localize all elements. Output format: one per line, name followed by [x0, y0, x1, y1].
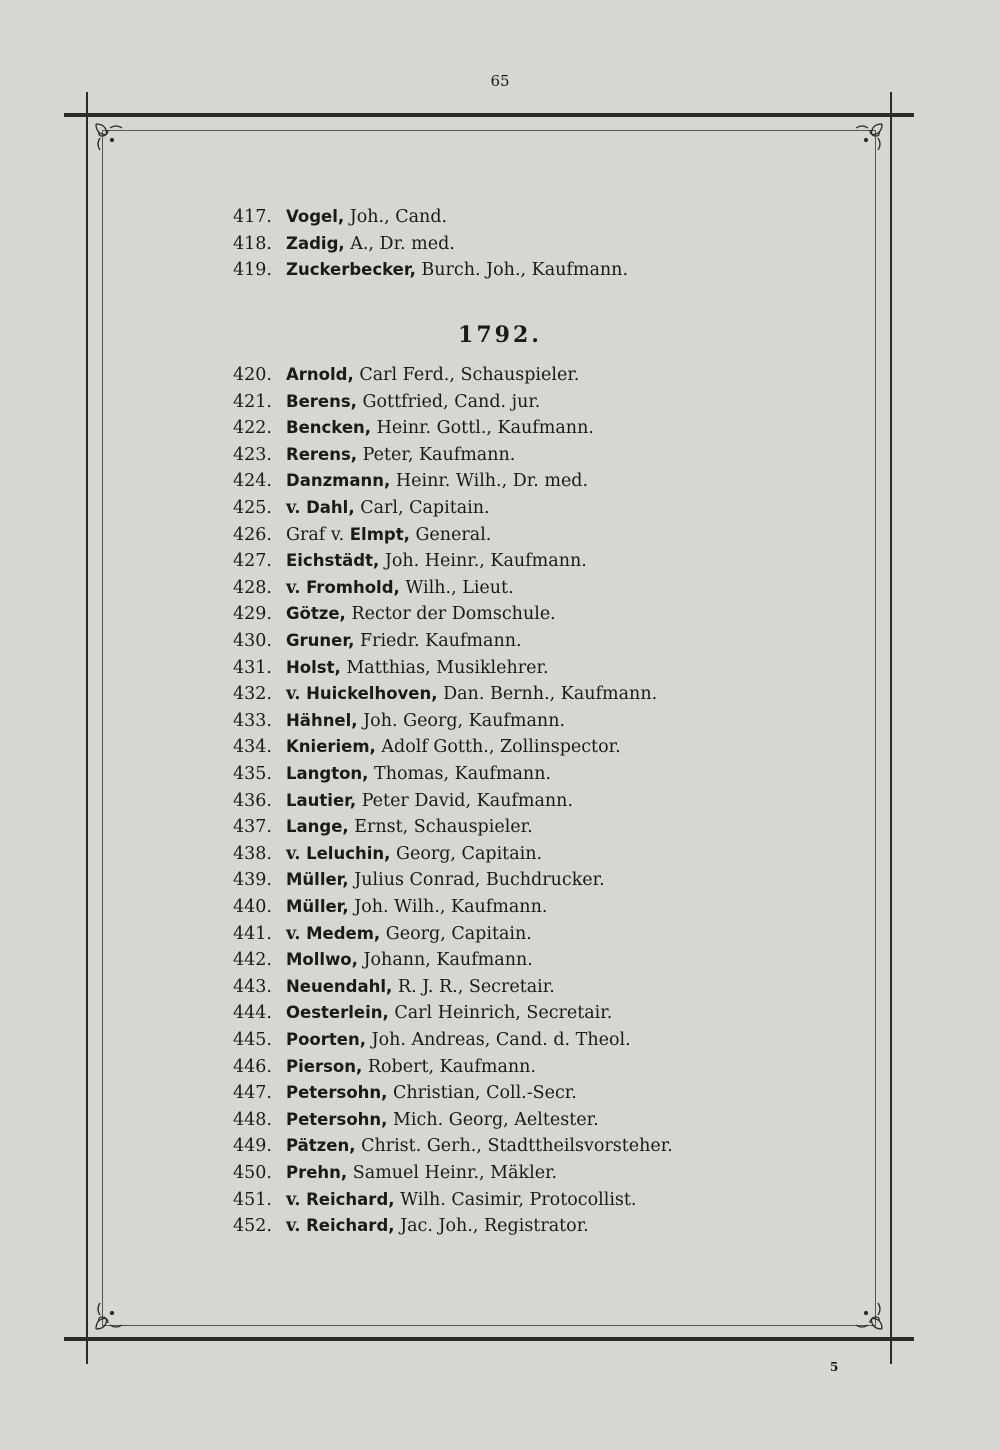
entry-details: Peter David, Kaufmann. [361, 790, 574, 811]
list-item [200, 1000, 612, 1026]
entry-name-prefix: v. [286, 1216, 301, 1237]
entry-number: 433. [233, 710, 272, 731]
entry-surname: Neuendahl, [286, 976, 393, 996]
entry-details: Jac. Joh., Registrator. [400, 1216, 589, 1237]
entry-number: 431. [233, 657, 272, 678]
entry-details: Heinr. Gottl., Kaufmann. [376, 418, 594, 439]
entry-details: Joh. Heinr., Kaufmann. [384, 551, 587, 572]
right-border-rule [890, 92, 892, 1364]
list-item [200, 548, 587, 574]
entry-details: Wilh., Lieut. [405, 577, 514, 598]
list-item [200, 1187, 637, 1213]
list-item [200, 974, 555, 1000]
entry-surname: Reichard, [306, 1189, 395, 1209]
entry-details: Friedr. Kaufmann. [359, 631, 522, 651]
entry-details: General. [415, 524, 492, 545]
entry-details: Wilh. Casimir, Protocollist. [400, 1189, 637, 1210]
list-item [200, 788, 573, 814]
entry-number: 444. [233, 1003, 272, 1024]
entry-number: 421. [233, 391, 272, 412]
entry-number: 441. [233, 923, 272, 944]
entry-details: Joh. Andreas, Cand. d. Theol. [371, 1030, 631, 1050]
list-item [200, 1133, 673, 1159]
entry-number: 427. [233, 551, 272, 572]
top-border-rule [64, 113, 914, 117]
entry-surname: Elmpt, [349, 524, 410, 544]
entry-surname: Petersohn, [286, 1109, 388, 1129]
entry-details: Robert, Kaufmann. [367, 1056, 537, 1077]
list-item [200, 894, 547, 920]
entry-details: Burch. Joh., Kaufmann. [421, 260, 629, 281]
entry-number: 417. [233, 207, 272, 227]
entry-details: Thomas, Kaufmann. [374, 764, 552, 784]
entry-details: Heinr. Wilh., Dr. med. [395, 471, 589, 492]
entry-details: Joh. Georg, Kaufmann. [363, 710, 566, 731]
entry-name-prefix: v. [286, 843, 301, 864]
entry-number: 442. [233, 950, 272, 971]
entry-number: 449. [233, 1136, 272, 1157]
corner-ornament-icon [92, 120, 130, 158]
entry-name-prefix: v. [286, 923, 301, 944]
entry-surname: Leluchin, [306, 843, 391, 863]
entry-surname: Lange, [286, 817, 349, 837]
entry-surname: Reichard, [306, 1216, 395, 1236]
list-item [200, 1160, 557, 1186]
entry-number: 426. [233, 524, 272, 545]
list-item [200, 921, 532, 947]
list-item [200, 761, 551, 787]
entry-surname: Arnold, [286, 365, 354, 384]
list-item [200, 601, 556, 627]
entry-number: 419. [233, 260, 272, 281]
entry-details: Rector der Domschule. [351, 604, 556, 625]
list-item [200, 231, 455, 257]
entry-surname: Gruner, [286, 631, 355, 650]
list-item [200, 415, 594, 441]
entry-name-prefix: Graf v. [286, 524, 345, 545]
sheet-signature: 5 [830, 1360, 839, 1374]
entry-details: Christ. Gerh., Stadttheilsvorsteher. [361, 1136, 673, 1157]
entry-surname: Langton, [286, 764, 369, 783]
entry-surname: Prehn, [286, 1163, 348, 1182]
entry-details: Georg, Capitain. [395, 843, 543, 864]
entry-surname: Rerens, [286, 444, 358, 464]
year-heading: 1792. [458, 322, 542, 348]
entry-surname: Eichstädt, [286, 551, 380, 571]
entry-number: 450. [233, 1163, 272, 1183]
list-item [200, 1054, 536, 1080]
entry-details: Ernst, Schauspieler. [354, 817, 533, 838]
entry-details: Dan. Bernh., Kaufmann. [443, 684, 658, 705]
entry-number: 437. [233, 817, 272, 838]
entry-number: 452. [233, 1216, 272, 1237]
entry-number: 432. [233, 684, 272, 705]
list-item [200, 495, 490, 521]
entry-number: 425. [233, 498, 272, 518]
entry-number: 440. [233, 897, 272, 917]
list-item [200, 734, 621, 760]
entry-surname: Lautier, [286, 790, 357, 810]
entry-details: Christian, Coll.-Secr. [393, 1083, 577, 1104]
entry-number: 418. [233, 233, 272, 254]
left-border-rule [86, 92, 88, 1364]
entry-surname: Hähnel, [286, 710, 358, 730]
entry-surname: Vogel, [286, 207, 345, 226]
entry-surname: Pierson, [286, 1056, 363, 1076]
list-item [200, 681, 657, 707]
entry-number: 445. [233, 1030, 272, 1050]
entry-details: Joh. Wilh., Kaufmann. [354, 897, 548, 917]
corner-ornament-icon [848, 120, 886, 158]
entry-number: 451. [233, 1189, 272, 1210]
list-item [200, 257, 628, 283]
bottom-border-rule [64, 1337, 914, 1341]
entry-surname: Fromhold, [306, 577, 400, 597]
list-item [200, 867, 605, 893]
entry-name-prefix: v. [286, 1189, 301, 1210]
entry-surname: Zadig, [286, 233, 345, 253]
entry-surname: Dahl, [306, 498, 355, 517]
entry-surname: Müller, [286, 870, 349, 890]
list-item [200, 708, 565, 734]
page-number: 65 [490, 72, 510, 90]
list-item [200, 841, 542, 867]
entry-surname: Müller, [286, 897, 349, 916]
entry-number: 443. [233, 976, 272, 997]
list-item [200, 655, 549, 681]
entry-surname: Poorten, [286, 1030, 366, 1049]
entry-details: Adolf Gotth., Zollinspector. [381, 737, 621, 758]
entry-number: 448. [233, 1109, 272, 1130]
entry-number: 424. [233, 471, 272, 492]
entry-surname: Petersohn, [286, 1083, 388, 1103]
list-item [200, 468, 588, 494]
entry-name-prefix: v. [286, 498, 301, 518]
list-item [200, 389, 540, 415]
entry-number: 423. [233, 444, 272, 465]
entry-number: 434. [233, 737, 272, 758]
list-item [200, 1027, 631, 1053]
corner-ornament-icon [848, 1295, 886, 1333]
list-item [200, 814, 533, 840]
entry-details: Samuel Heinr., Mäkler. [352, 1163, 558, 1183]
entry-surname: Götze, [286, 604, 346, 624]
list-item [200, 1107, 599, 1133]
entry-number: 438. [233, 843, 272, 864]
entry-number: 439. [233, 870, 272, 891]
entry-surname: Oesterlein, [286, 1003, 389, 1023]
list-item [200, 442, 515, 468]
list-item [200, 575, 514, 601]
entry-number: 430. [233, 631, 272, 651]
entry-details: Georg, Capitain. [385, 923, 532, 944]
entry-surname: Berens, [286, 391, 357, 411]
entry-number: 422. [233, 418, 272, 439]
entry-details: Julius Conrad, Buchdrucker. [354, 870, 605, 891]
entry-surname: Danzmann, [286, 471, 391, 491]
entry-surname: Bencken, [286, 418, 372, 438]
entry-details: Matthias, Musiklehrer. [346, 657, 549, 678]
entry-details: Gottfried, Cand. jur. [362, 391, 541, 412]
entry-details: Johann, Kaufmann. [363, 950, 533, 971]
list-item [200, 204, 447, 230]
list-item [200, 1080, 577, 1106]
entry-details: Carl Heinrich, Secretair. [394, 1003, 613, 1024]
entry-surname: Holst, [286, 657, 341, 677]
corner-ornament-icon [92, 1295, 130, 1333]
list-item [200, 522, 491, 548]
entry-name-prefix: v. [286, 577, 301, 598]
list-item [200, 947, 533, 973]
entry-details: A., Dr. med. [350, 233, 455, 254]
entry-details: Mich. Georg, Aeltester. [393, 1109, 599, 1130]
entry-details: Peter, Kaufmann. [362, 444, 516, 465]
entry-details: Joh., Cand. [349, 207, 448, 227]
entry-name-prefix: v. [286, 684, 301, 705]
entry-details: Carl, Capitain. [360, 498, 490, 518]
entry-surname: Medem, [306, 923, 381, 943]
list-item [200, 362, 579, 388]
entry-surname: Knieriem, [286, 737, 376, 757]
entry-surname: Zuckerbecker, [286, 260, 416, 280]
entry-details: Carl Ferd., Schauspieler. [359, 365, 580, 385]
entry-details: R. J. R., Secretair. [397, 976, 555, 997]
entry-surname: Pätzen, [286, 1136, 356, 1156]
entry-number: 436. [233, 790, 272, 811]
entry-number: 435. [233, 764, 272, 784]
list-item [200, 1213, 589, 1239]
entry-number: 428. [233, 577, 272, 598]
entry-surname: Huickelhoven, [306, 684, 438, 704]
entry-number: 447. [233, 1083, 272, 1104]
entry-surname: Mollwo, [286, 950, 358, 970]
entry-number: 446. [233, 1056, 272, 1077]
entry-number: 429. [233, 604, 272, 625]
list-item [200, 628, 522, 654]
entry-number: 420. [233, 365, 272, 385]
